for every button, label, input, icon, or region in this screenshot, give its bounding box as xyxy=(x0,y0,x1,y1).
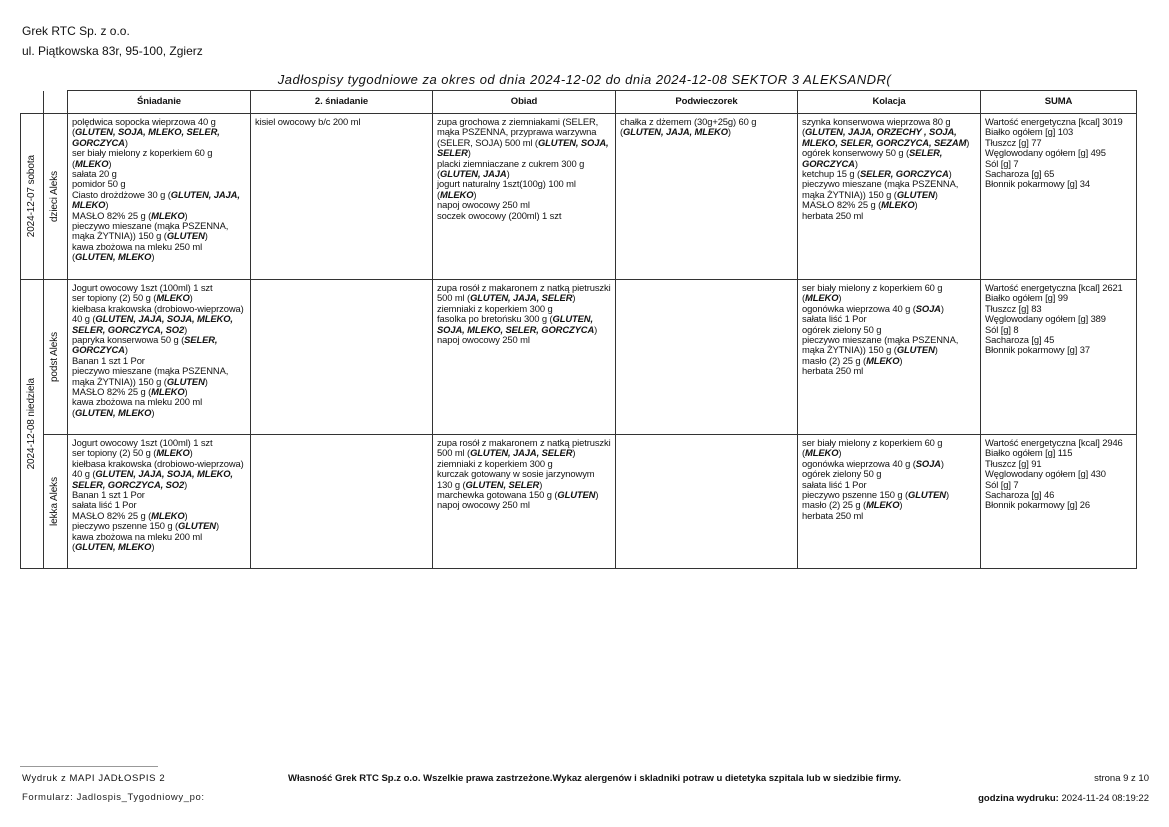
date-label: 2024-12-08 niedziela xyxy=(25,378,37,470)
meal-obiad: zupa rosół z makaronem z natką pietruszki 500 ml (GLUTEN, JAJA, SELER) ziemniaki z koperkiem 300 g kurczak gotowany w sosie jarzynowym 130 g (GLUTEN, SELER) marchewka gotowana 150 g (GLUTEN) napoj owocowy 250 ml xyxy=(433,435,616,569)
diet-cell xyxy=(44,114,68,280)
date-cell xyxy=(21,280,44,569)
meal-kolacja: szynka konserwowa wieprzowa 80 g (GLUTEN, JAJA, ORZECHY , SOJA, MLEKO, SELER, GORCZYCA, SEZAM) ogórek konserwowy 50 g (SELER, GORCZYCA) ketchup 15 g (SELER, GORCZYCA) pieczywo mieszane (mąka PSZENNA, mąka ŻYTNIA)) 150 g (GLUTEN) MASŁO 82% 25 g (MLEKO) herbata 250 ml xyxy=(798,114,981,280)
meal-sniadanie2: kisiel owocowy b/c 200 ml xyxy=(251,114,433,280)
suma-fiber: Błonnik pokarmowy [g] 34 xyxy=(985,178,1090,190)
diet-cell xyxy=(44,280,68,435)
suma-sucrose: Sacharoza [g] 45 xyxy=(985,334,1055,346)
suma-sucrose: Sacharoza [g] 65 xyxy=(985,168,1055,180)
suma-sucrose: Sacharoza [g] 46 xyxy=(985,489,1055,501)
meal-sniadanie: polędwica sopocka wieprzowa 40 g (GLUTEN, SOJA, MLEKO, SELER, GORCZYCA) ser biały mielony z koperkiem 60 g (MLEKO) sałata 20 g pomidor 50 g Ciasto drożdżowe 30 g (GLUTEN, JAJA, MLEKO) MASŁO 82% 25 g (MLEKO) pieczywo mieszane (mąka PSZENNA, mąka ŻYTNIA)) 150 g (GLUTEN) kawa zbożowa na mleku 250 ml (GLUTEN, MLEKO) xyxy=(68,114,251,280)
meal-suma xyxy=(981,435,1137,569)
date-label: 2024-12-07 sobota xyxy=(25,155,37,238)
suma-carbs: Węglowodany ogółem [g] 389 xyxy=(985,313,1106,325)
print-time-value: 2024-11-24 08:19:22 xyxy=(1061,793,1149,804)
suma-protein: Białko ogółem [g] 115 xyxy=(985,447,1073,459)
footer-form-label: Formularz: Jadlospis_Tygodniowy_po: xyxy=(22,792,205,803)
header-suma: SUMA xyxy=(981,91,1137,114)
header-podwieczorek: Podwieczorek xyxy=(616,91,798,114)
table-row xyxy=(21,114,1137,280)
document-title: Jadłospisy tygodniowe za okres od dnia 2024-12-02 do dnia 2024-12-08 SEKTOR 3 ALEKSANDR( xyxy=(277,72,892,87)
print-time-label: godzina wydruku: xyxy=(978,793,1059,804)
header-kolacja: Kolacja xyxy=(798,91,981,114)
table-row xyxy=(21,435,1137,569)
diet-label: dzieci Aleks xyxy=(49,170,61,223)
meal-suma xyxy=(981,280,1137,435)
print-time xyxy=(978,793,1149,804)
header-sniadanie2: 2. śniadanie xyxy=(251,91,433,114)
meal-sniadanie2 xyxy=(251,435,433,569)
footer-print-label: Wydruk z MAPI JADŁOSPIS 2 xyxy=(22,773,166,784)
suma-salt: Sól [g] 7 xyxy=(985,478,1019,490)
meal-sniadanie: Jogurt owocowy 1szt (100ml) 1 szt ser topiony (2) 50 g (MLEKO) kiełbasa krakowska (drobiowo-wieprzowa) 40 g (GLUTEN, JAJA, SOJA, MLEKO, SELER, GORCZYCA, SO2) Banan 1 szt 1 Por sałata liść 1 Por MASŁO 82% 25 g (MLEKO) pieczywo pszenne 150 g (GLUTEN) kawa zbożowa na mleku 200 ml (GLUTEN, MLEKO) xyxy=(68,435,251,569)
diet-label: podst Aleks xyxy=(49,331,61,383)
date-cell xyxy=(21,114,44,280)
diet-label: lekka Aleks xyxy=(49,477,61,526)
meal-sniadanie2 xyxy=(251,280,433,435)
meal-podwieczorek xyxy=(616,435,798,569)
suma-fiber: Błonnik pokarmowy [g] 37 xyxy=(985,344,1090,356)
table-row xyxy=(21,280,1137,435)
page-number: strona 9 z 10 xyxy=(1094,773,1149,784)
suma-energy: Wartość energetyczna [kcal] 2946 xyxy=(985,437,1123,448)
company-address: ul. Piątkowska 83r, 95-100, Zgierz xyxy=(22,44,203,58)
suma-fat: Tłuszcz [g] 83 xyxy=(985,302,1042,314)
meal-sniadanie: Jogurt owocowy 1szt (100ml) 1 szt ser topiony (2) 50 g (MLEKO) kiełbasa krakowska (drobiowo-wieprzowa) 40 g (GLUTEN, JAJA, SOJA, MLEKO, SELER, GORCZYCA, SO2) papryka konserwowa 50 g (SELER, GORCZYCA) Banan 1 szt 1 Por pieczywo mieszane (mąka PSZENNA, mąka ŻYTNIA)) 150 g (GLUTEN) MASŁO 82% 25 g (MLEKO) kawa zbożowa na mleku 200 ml (GLUTEN, MLEKO) xyxy=(68,280,251,435)
suma-carbs: Węglowodany ogółem [g] 430 xyxy=(985,468,1106,480)
suma-energy: Wartość energetyczna [kcal] 2621 xyxy=(985,282,1123,293)
meal-kolacja: ser biały mielony z koperkiem 60 g (MLEKO) ogonówka wieprzowa 40 g (SOJA) ogórek zielony 50 g sałata liść 1 Por pieczywo pszenne 150 g (GLUTEN) masło (2) 25 g (MLEKO) herbata 250 ml xyxy=(798,435,981,569)
suma-fiber: Błonnik pokarmowy [g] 26 xyxy=(985,499,1090,511)
meal-podwieczorek xyxy=(616,280,798,435)
menu-table xyxy=(20,90,1137,569)
header-row xyxy=(21,91,1137,114)
meal-kolacja: ser biały mielony z koperkiem 60 g (MLEKO) ogonówka wieprzowa 40 g (SOJA) sałata liść 1 Por ogórek zielony 50 g pieczywo mieszane (mąka PSZENNA, mąka ŻYTNIA)) 150 g (GLUTEN) masło (2) 25 g (MLEKO) herbata 250 ml xyxy=(798,280,981,435)
suma-carbs: Węglowodany ogółem [g] 495 xyxy=(985,147,1106,159)
suma-salt: Sól [g] 8 xyxy=(985,323,1019,335)
company-name: Grek RTC Sp. z o.o. xyxy=(22,24,130,38)
header-sniadanie: Śniadanie xyxy=(68,91,251,114)
diet-cell xyxy=(44,435,68,569)
meal-podwieczorek: chałka z dżemem (30g+25g) 60 g (GLUTEN, JAJA, MLEKO) xyxy=(616,114,798,280)
header-blank-diet xyxy=(44,91,68,114)
suma-fat: Tłuszcz [g] 91 xyxy=(985,457,1042,469)
footer-ownership: Własność Grek RTC Sp.z o.o. Wszelkie prawa zastrzeżone.Wykaz alergenów i skladniki potraw u dietetyka szpitala lub w siedzibie firmy. xyxy=(288,773,902,784)
meal-obiad: zupa rosół z makaronem z natką pietruszki 500 ml (GLUTEN, JAJA, SELER) ziemniaki z koperkiem 300 g fasolka po bretońsku 300 g (GLUTEN, SOJA, MLEKO, SELER, GORCZYCA) napoj owocowy 250 ml xyxy=(433,280,616,435)
header-obiad: Obiad xyxy=(433,91,616,114)
suma-energy: Wartość energetyczna [kcal] 3019 xyxy=(985,116,1123,127)
header-blank-date xyxy=(21,91,44,114)
suma-salt: Sól [g] 7 xyxy=(985,157,1019,169)
footer-divider xyxy=(20,766,158,767)
meal-suma xyxy=(981,114,1137,280)
meal-obiad: zupa grochowa z ziemniakami (SELER, mąka PSZENNA, przyprawa warzywna (SELER, SOJA) 500 ml (GLUTEN, SOJA, SELER) placki ziemniaczane z cukrem 300 g (GLUTEN, JAJA) jogurt naturalny 1szt(100g) 100 ml (MLEKO) napoj owocowy 250 ml soczek owocowy (200ml) 1 szt xyxy=(433,114,616,280)
suma-protein: Białko ogółem [g] 99 xyxy=(985,292,1068,304)
suma-fat: Tłuszcz [g] 77 xyxy=(985,136,1042,148)
suma-protein: Białko ogółem [g] 103 xyxy=(985,126,1074,138)
